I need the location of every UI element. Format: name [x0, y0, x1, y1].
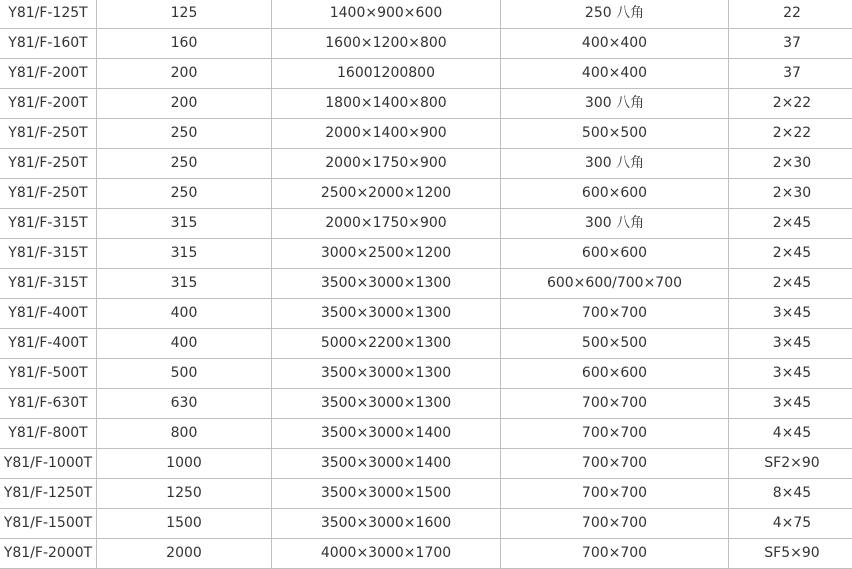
table-row [0, 89, 852, 119]
pressure-cell: 200 [97, 59, 272, 89]
chamber-size-cell: 3000×2500×1200 [272, 239, 501, 269]
motor-power-cell: 37 [729, 29, 852, 59]
chamber-size-cell: 1600×1200×800 [272, 29, 501, 59]
motor-power-cell: 2×30 [729, 179, 852, 209]
chamber-size-cell: 2000×1750×900 [272, 209, 501, 239]
model-cell: Y81/F-125T [0, 0, 97, 29]
outlet-size-cell: 500×500 [501, 119, 729, 149]
motor-power-cell: 4×75 [729, 509, 852, 539]
pressure-cell: 315 [97, 239, 272, 269]
model-cell: Y81/F-160T [0, 29, 97, 59]
model-cell: Y81/F-2000T [0, 539, 97, 569]
motor-power-cell: 2×22 [729, 89, 852, 119]
motor-power-cell: 3×45 [729, 359, 852, 389]
pressure-cell: 1250 [97, 479, 272, 509]
chamber-size-cell: 3500×3000×1500 [272, 479, 501, 509]
chamber-size-cell: 3500×3000×1300 [272, 269, 501, 299]
motor-power-cell: 4×45 [729, 419, 852, 449]
model-cell: Y81/F-500T [0, 359, 97, 389]
table-row [0, 179, 852, 209]
table-row [0, 449, 852, 479]
motor-power-cell: SF5×90 [729, 539, 852, 569]
model-cell: Y81/F-630T [0, 389, 97, 419]
model-cell: Y81/F-1500T [0, 509, 97, 539]
pressure-cell: 250 [97, 149, 272, 179]
table-row [0, 239, 852, 269]
pressure-cell: 2000 [97, 539, 272, 569]
motor-power-cell: 8×45 [729, 479, 852, 509]
pressure-cell: 400 [97, 299, 272, 329]
table-row [0, 29, 852, 59]
chamber-size-cell: 3500×3000×1600 [272, 509, 501, 539]
motor-power-cell: 37 [729, 59, 852, 89]
chamber-size-cell: 1400×900×600 [272, 0, 501, 29]
motor-power-cell: 2×45 [729, 269, 852, 299]
table-row [0, 539, 852, 569]
model-cell: Y81/F-250T [0, 119, 97, 149]
outlet-size-cell: 700×700 [501, 299, 729, 329]
table-row [0, 59, 852, 89]
motor-power-cell: 22 [729, 0, 852, 29]
table-row [0, 389, 852, 419]
table-row [0, 0, 852, 29]
table-row [0, 509, 852, 539]
outlet-size-cell: 300 八角 [501, 209, 729, 239]
pressure-cell: 1000 [97, 449, 272, 479]
chamber-size-cell: 3500×3000×1300 [272, 389, 501, 419]
model-cell: Y81/F-400T [0, 329, 97, 359]
motor-power-cell: 2×22 [729, 119, 852, 149]
motor-power-cell: 2×45 [729, 239, 852, 269]
chamber-size-cell: 1800×1400×800 [272, 89, 501, 119]
model-cell: Y81/F-315T [0, 239, 97, 269]
outlet-size-cell: 300 八角 [501, 89, 729, 119]
chamber-size-cell: 2500×2000×1200 [272, 179, 501, 209]
pressure-cell: 500 [97, 359, 272, 389]
chamber-size-cell: 5000×2200×1300 [272, 329, 501, 359]
chamber-size-cell: 3500×3000×1400 [272, 449, 501, 479]
pressure-cell: 400 [97, 329, 272, 359]
outlet-size-cell: 600×600 [501, 239, 729, 269]
table-row [0, 149, 852, 179]
outlet-size-cell: 700×700 [501, 509, 729, 539]
chamber-size-cell: 16001200800 [272, 59, 501, 89]
outlet-size-cell: 250 八角 [501, 0, 729, 29]
model-cell: Y81/F-1000T [0, 449, 97, 479]
pressure-cell: 315 [97, 209, 272, 239]
outlet-size-cell: 700×700 [501, 479, 729, 509]
table-row [0, 119, 852, 149]
outlet-size-cell: 700×700 [501, 449, 729, 479]
model-cell: Y81/F-400T [0, 299, 97, 329]
table-row [0, 329, 852, 359]
model-cell: Y81/F-315T [0, 209, 97, 239]
outlet-size-cell: 700×700 [501, 539, 729, 569]
model-cell: Y81/F-250T [0, 179, 97, 209]
table-row [0, 209, 852, 239]
outlet-size-cell: 600×600 [501, 359, 729, 389]
chamber-size-cell: 3500×3000×1300 [272, 359, 501, 389]
table-row [0, 359, 852, 389]
outlet-size-cell: 400×400 [501, 59, 729, 89]
table-row [0, 299, 852, 329]
pressure-cell: 200 [97, 89, 272, 119]
outlet-size-cell: 500×500 [501, 329, 729, 359]
table-row [0, 479, 852, 509]
motor-power-cell: 3×45 [729, 389, 852, 419]
outlet-size-cell: 600×600 [501, 179, 729, 209]
pressure-cell: 630 [97, 389, 272, 419]
model-cell: Y81/F-200T [0, 89, 97, 119]
model-cell: Y81/F-315T [0, 269, 97, 299]
outlet-size-cell: 400×400 [501, 29, 729, 59]
motor-power-cell: 3×45 [729, 329, 852, 359]
model-cell: Y81/F-250T [0, 149, 97, 179]
model-cell: Y81/F-800T [0, 419, 97, 449]
motor-power-cell: 2×45 [729, 209, 852, 239]
motor-power-cell: SF2×90 [729, 449, 852, 479]
pressure-cell: 315 [97, 269, 272, 299]
pressure-cell: 250 [97, 119, 272, 149]
motor-power-cell: 3×45 [729, 299, 852, 329]
outlet-size-cell: 600×600/700×700 [501, 269, 729, 299]
pressure-cell: 160 [97, 29, 272, 59]
table-row [0, 269, 852, 299]
chamber-size-cell: 3500×3000×1400 [272, 419, 501, 449]
motor-power-cell: 2×30 [729, 149, 852, 179]
chamber-size-cell: 2000×1750×900 [272, 149, 501, 179]
model-cell: Y81/F-200T [0, 59, 97, 89]
model-cell: Y81/F-1250T [0, 479, 97, 509]
table-row [0, 419, 852, 449]
pressure-cell: 1500 [97, 509, 272, 539]
pressure-cell: 800 [97, 419, 272, 449]
pressure-cell: 250 [97, 179, 272, 209]
chamber-size-cell: 4000×3000×1700 [272, 539, 501, 569]
outlet-size-cell: 700×700 [501, 389, 729, 419]
chamber-size-cell: 2000×1400×900 [272, 119, 501, 149]
outlet-size-cell: 300 八角 [501, 149, 729, 179]
pressure-cell: 125 [97, 0, 272, 29]
outlet-size-cell: 700×700 [501, 419, 729, 449]
chamber-size-cell: 3500×3000×1300 [272, 299, 501, 329]
